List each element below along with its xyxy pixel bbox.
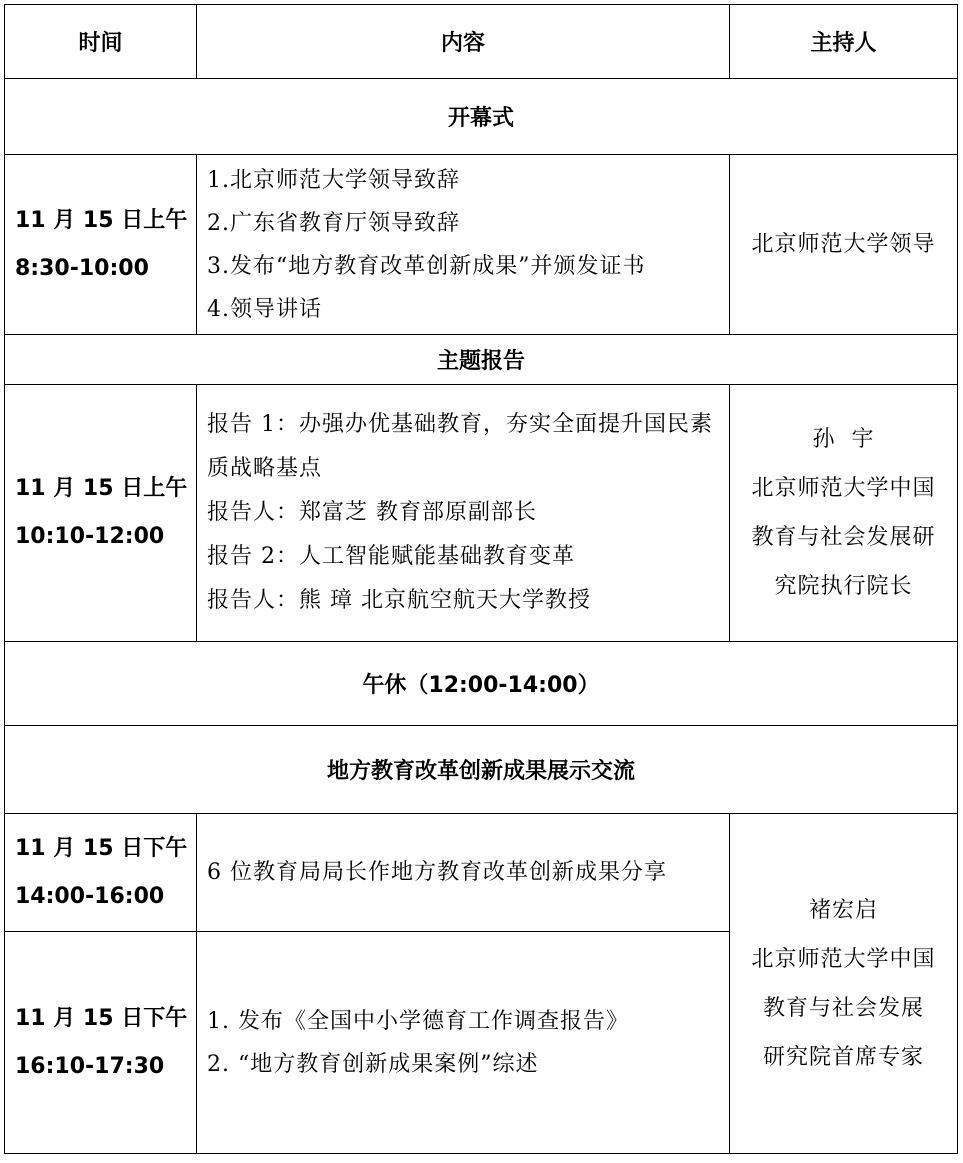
session-hours: 10:10-12:00 [15, 524, 165, 549]
section-row-break [5, 642, 958, 726]
session-content [197, 385, 730, 642]
session-hours: 16:10-17:30 [15, 1053, 165, 1079]
session-host [730, 155, 958, 335]
session-time [5, 814, 197, 932]
session-content [197, 814, 730, 932]
agenda-item: 1.北京师范大学领导致辞 [207, 167, 460, 193]
session-host [730, 814, 958, 1154]
session-time [5, 385, 197, 642]
host-name: 褚宏启 [808, 897, 878, 923]
agenda-item: 报告 1：办强办优基础教育，夯实全面提升国民素质战略基点 [207, 412, 713, 481]
table-row [5, 155, 958, 335]
header-content: 内容 [197, 5, 730, 79]
host-title: 北京师范大学中国 [751, 476, 936, 501]
agenda-item: 1. 发布《全国中小学德育工作调查报告》 [207, 1008, 629, 1034]
session-content [197, 932, 730, 1154]
host-name: 孙 宇 [812, 427, 875, 452]
session-date: 11 月 15 日下午 [15, 1005, 188, 1031]
host-name: 北京师范大学领导 [751, 232, 936, 257]
agenda-item: 报告人：郑富芝 教育部原副部长 [207, 500, 537, 525]
agenda-item: 报告人：熊 璋 北京航空航天大学教授 [207, 588, 591, 613]
section-title-opening: 开幕式 [5, 79, 958, 155]
agenda-item: 2. “地方教育创新成果案例”综述 [207, 1051, 539, 1077]
header-time: 时间 [5, 5, 197, 79]
header-host: 主持人 [730, 5, 958, 79]
session-content [197, 155, 730, 335]
host-title: 教育与社会发展研 [751, 525, 936, 550]
session-time [5, 932, 197, 1154]
agenda-item: 6 位教育局局长作地方教育改革创新成果分享 [207, 860, 667, 885]
section-row-opening [5, 79, 958, 155]
session-hours: 8:30-10:00 [15, 255, 149, 281]
host-title: 北京师范大学中国 [751, 946, 936, 972]
section-title-keynote: 主题报告 [5, 335, 958, 385]
session-hours: 14:00-16:00 [15, 883, 165, 909]
header-row [5, 5, 958, 79]
host-title: 究院执行院长 [774, 574, 913, 599]
table-row [5, 814, 958, 932]
host-title: 教育与社会发展 [762, 995, 924, 1021]
agenda-item: 2.广东省教育厅领导致辞 [207, 210, 460, 236]
section-title-exchange: 地方教育改革创新成果展示交流 [5, 726, 958, 814]
agenda-item: 4.领导讲话 [207, 296, 322, 322]
session-date: 11 月 15 日上午 [15, 207, 188, 233]
agenda-item: 3.发布“地方教育改革创新成果”并颁发证书 [207, 253, 646, 279]
section-title-break: 午休（12:00-14:00） [5, 642, 958, 726]
agenda-item: 报告 2：人工智能赋能基础教育变革 [207, 544, 575, 569]
section-row-exchange [5, 726, 958, 814]
table-row [5, 385, 958, 642]
host-title: 研究院首席专家 [762, 1044, 924, 1070]
section-row-keynote [5, 335, 958, 385]
session-date: 11 月 15 日下午 [15, 835, 188, 861]
agenda-table [4, 4, 958, 1154]
session-date: 11 月 15 日上午 [15, 476, 188, 501]
session-host [730, 385, 958, 642]
session-time [5, 155, 197, 335]
